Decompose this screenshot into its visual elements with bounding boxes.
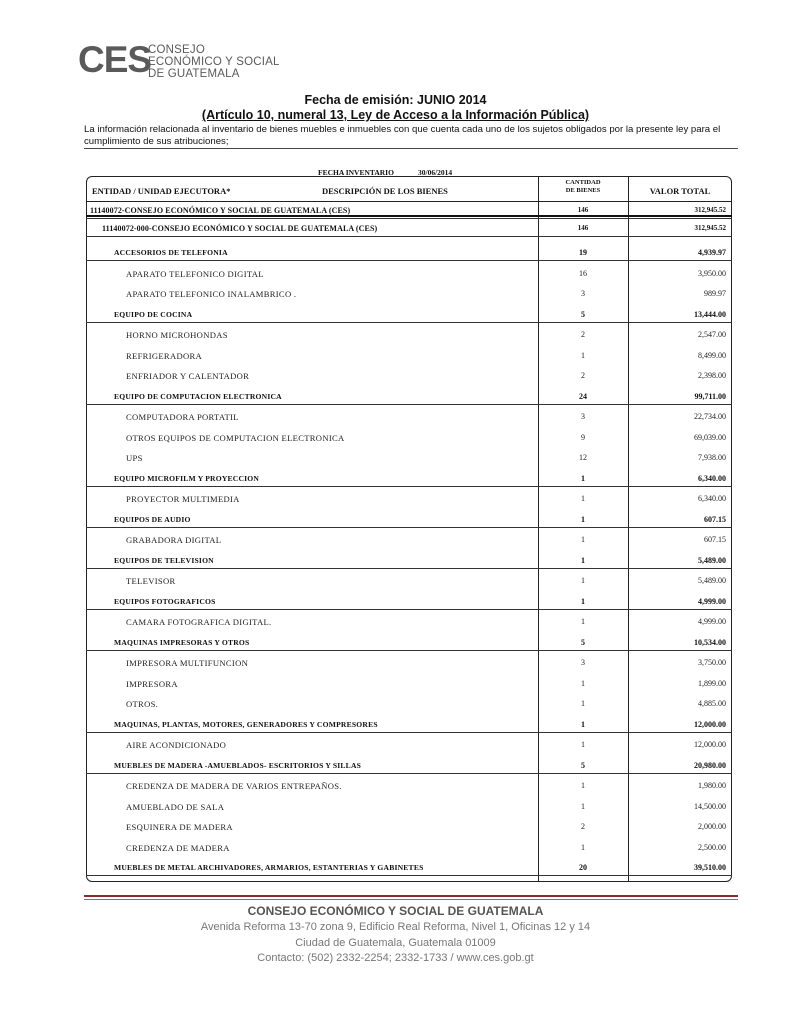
row-divider	[86, 527, 732, 528]
category-row	[86, 720, 732, 732]
row-description: MUEBLES DE METAL ARCHIVADORES, ARMARIOS, ESTANTERIAS Y GABINETES	[114, 863, 424, 872]
row-value: 6,340.00	[698, 494, 726, 503]
row-divider	[86, 773, 732, 774]
row-description: ESQUINERA DE MADERA	[126, 822, 233, 832]
row-value: 22,734.00	[694, 412, 726, 421]
column-header-total: VALOR TOTAL	[649, 186, 711, 196]
footer-address: Avenida Reforma 13-70 zona 9, Edificio Real Reforma, Nivel 1, Oficinas 12 y 14	[200, 921, 591, 933]
row-value: 4,939.97	[698, 248, 726, 257]
row-quantity: 2	[581, 330, 585, 339]
row-divider	[86, 322, 732, 323]
row-quantity: 1	[581, 535, 585, 544]
row-value: 5,489.00	[698, 555, 726, 565]
row-value: 7,938.00	[698, 453, 726, 462]
row-divider	[86, 650, 732, 651]
row-description: MAQUINAS IMPRESORAS Y OTROS	[114, 637, 250, 647]
entity-row	[86, 206, 732, 218]
entity-row	[86, 224, 732, 236]
inventory-date-value: 30/06/2014	[418, 168, 453, 177]
row-quantity: 5	[581, 760, 585, 770]
table-row	[86, 289, 732, 301]
row-value: 4,999.00	[698, 617, 726, 626]
row-value: 2,000.00	[698, 822, 726, 831]
row-value: 3,950.00	[698, 268, 726, 278]
row-quantity: 2	[581, 371, 585, 380]
row-description: EQUIPO DE COMPUTACION ELECTRONICA	[114, 391, 282, 401]
row-description: HORNO MICROHONDAS	[126, 330, 228, 340]
row-description: TELEVISOR	[126, 576, 176, 586]
row-quantity: 3	[581, 289, 585, 298]
row-value: 69,039.00	[694, 432, 726, 442]
row-description: EQUIPOS DE TELEVISION	[114, 555, 214, 565]
row-description: 11140072-CONSEJO ECONÓMICO Y SOCIAL DE GUATEMALA (CES)	[90, 206, 351, 215]
row-quantity: 16	[579, 268, 587, 278]
category-row	[86, 597, 732, 609]
row-value: 99,711.00	[694, 391, 726, 401]
table-row	[86, 617, 732, 629]
row-value: 989.97	[704, 289, 726, 298]
category-row	[86, 310, 732, 322]
row-quantity: 5	[581, 637, 585, 647]
row-value: 8,499.00	[698, 350, 726, 360]
row-description: IMPRESORA	[126, 678, 178, 689]
category-row	[86, 515, 732, 527]
row-quantity: 146	[577, 224, 589, 232]
row-value: 10,534.00	[694, 637, 726, 647]
row-description: MAQUINAS, PLANTAS, MOTORES, GENERADORES Y COMPRESORES	[114, 719, 378, 729]
inventory-date-label: FECHA INVENTARIO	[318, 168, 394, 177]
category-row	[86, 474, 732, 486]
row-value: 2,547.00	[698, 330, 726, 339]
row-description: REFRIGERADORA	[126, 350, 202, 361]
table-row	[86, 412, 732, 424]
row-quantity: 20	[579, 863, 587, 872]
row-value: 2,398.00	[698, 371, 726, 380]
header-divider	[86, 201, 732, 202]
column-divider-total	[628, 176, 629, 882]
inventory-table	[86, 176, 732, 882]
row-quantity: 3	[581, 412, 585, 421]
row-description: COMPUTADORA PORTATIL	[126, 412, 239, 422]
row-quantity: 12	[579, 453, 587, 462]
row-description: EQUIPOS DE AUDIO	[114, 514, 191, 524]
row-divider	[86, 568, 732, 569]
row-description: CAMARA FOTOGRAFICA DIGITAL.	[126, 617, 272, 627]
table-row	[86, 371, 732, 383]
logo-mark: CES	[78, 39, 152, 80]
row-value: 1,980.00	[698, 781, 726, 790]
row-description: 11140072-000-CONSEJO ECONÓMICO Y SOCIAL DE GUATEMALA (CES)	[102, 224, 378, 233]
logo-line-2: ECONÓMICO Y SOCIAL	[148, 56, 280, 68]
intro-paragraph: La información relacionada al inventario de bienes muebles e inmuebles con que cuenta cada uno de los sujetos obligados por la presente ley para el cumplimiento de sus atribuciones;	[84, 124, 721, 147]
table-row	[86, 576, 732, 588]
row-quantity: 1	[581, 473, 585, 483]
column-header-quantity-line2: DE BIENES	[565, 187, 601, 194]
row-quantity: 9	[581, 432, 585, 442]
row-value: 20,980.00	[694, 760, 726, 770]
row-quantity: 1	[581, 555, 585, 565]
row-quantity: 146	[577, 206, 589, 214]
row-description: CREDENZA DE MADERA	[126, 842, 230, 853]
row-description: APARATO TELEFONICO DIGITAL	[126, 268, 264, 279]
row-quantity: 1	[581, 781, 585, 790]
row-description: GRABADORA DIGITAL	[126, 535, 222, 545]
document-title: Fecha de emisión: JUNIO 2014	[304, 93, 487, 107]
row-description: CREDENZA DE MADERA DE VARIOS ENTREPAÑOS.	[126, 781, 342, 791]
row-value: 6,340.00	[698, 473, 726, 483]
column-header-quantity	[540, 179, 626, 195]
table-row	[86, 822, 732, 834]
row-divider	[86, 875, 732, 876]
row-divider	[86, 732, 732, 733]
row-description: AIRE ACONDICIONADO	[126, 740, 227, 750]
category-row	[86, 863, 732, 875]
row-value: 12,000.00	[694, 719, 726, 729]
row-value: 4,885.00	[698, 699, 726, 708]
table-row	[86, 494, 732, 506]
table-row	[86, 351, 732, 363]
category-row	[86, 761, 732, 773]
row-value: 13,444.00	[694, 309, 726, 319]
row-description: IMPRESORA MULTIFUNCION	[126, 658, 249, 668]
table-row	[86, 781, 732, 793]
row-description: UPS	[126, 453, 143, 463]
row-quantity: 1	[581, 801, 585, 811]
row-value: 12,000.00	[694, 740, 726, 749]
table-row	[86, 699, 732, 711]
column-header-quantity-line1: CANTIDAD	[565, 179, 601, 186]
table-row	[86, 433, 732, 445]
row-quantity: 19	[579, 248, 587, 257]
row-value: 3,750.00	[698, 658, 726, 667]
row-description: MUEBLES DE MADERA -AMUEBLADOS- ESCRITORIOS Y SILLAS	[114, 760, 362, 770]
row-divider	[86, 486, 732, 487]
row-divider	[86, 404, 732, 405]
row-quantity: 1	[581, 617, 585, 626]
row-description: OTROS.	[126, 699, 159, 709]
row-description: APARATO TELEFONICO INALAMBRICO .	[126, 289, 297, 299]
table-row	[86, 658, 732, 670]
category-row	[86, 556, 732, 568]
row-value: 312,945.52	[694, 224, 726, 232]
row-quantity: 1	[581, 699, 585, 708]
category-row	[86, 638, 732, 650]
document-subtitle: (Artículo 10, numeral 13, Ley de Acceso a la Información Pública)	[201, 108, 590, 122]
row-value: 39,510.00	[694, 863, 726, 872]
row-description: EQUIPOS FOTOGRAFICOS	[114, 596, 216, 606]
table-row	[86, 269, 732, 281]
row-value: 312,945.52	[694, 206, 726, 214]
row-quantity: 1	[581, 842, 585, 852]
row-quantity: 1	[581, 678, 585, 688]
row-quantity: 1	[581, 350, 585, 360]
column-header-entity: ENTIDAD / UNIDAD EJECUTORA*	[92, 186, 231, 196]
row-quantity: 1	[581, 494, 585, 503]
category-row	[86, 392, 732, 404]
row-value: 14,500.00	[694, 801, 726, 811]
row-divider	[86, 236, 732, 237]
table-row	[86, 330, 732, 342]
row-quantity: 5	[581, 309, 585, 319]
table-row	[86, 453, 732, 465]
row-description: EQUIPO DE COCINA	[114, 309, 193, 319]
row-value: 5,489.00	[698, 576, 726, 585]
row-quantity: 1	[581, 576, 585, 585]
row-value: 607.15	[704, 514, 726, 524]
footer-city: Ciudad de Guatemala, Guatemala 01009	[295, 937, 496, 949]
row-quantity: 1	[581, 719, 585, 729]
row-divider	[86, 609, 732, 610]
row-description: OTROS EQUIPOS DE COMPUTACION ELECTRONICA	[126, 432, 345, 443]
row-quantity: 1	[581, 514, 585, 524]
logo-line-3: DE GUATEMALA	[148, 68, 240, 80]
row-description: ENFRIADOR Y CALENTADOR	[126, 371, 250, 381]
row-value: 1,899.00	[698, 678, 726, 688]
row-quantity: 1	[581, 596, 585, 606]
table-row	[86, 802, 732, 814]
row-value: 607.15	[704, 535, 726, 544]
footer-contact: Contacto: (502) 2332-2254; 2332-1733 / www.ces.gob.gt	[257, 952, 534, 964]
table-row	[86, 535, 732, 547]
row-quantity: 1	[581, 740, 585, 749]
row-description: EQUIPO MICROFILM Y PROYECCION	[114, 473, 260, 483]
footer-rule-gray	[84, 899, 738, 900]
row-divider	[86, 260, 732, 261]
row-divider	[86, 218, 732, 219]
row-quantity: 24	[579, 391, 587, 401]
footer-rule-red	[84, 895, 738, 897]
footer-org-name: CONSEJO ECONÓMICO Y SOCIAL DE GUATEMALA	[247, 904, 544, 918]
row-value: 2,500.00	[698, 842, 726, 852]
intro-divider	[84, 148, 738, 149]
column-header-description: DESCRIPCIÓN DE LOS BIENES	[322, 186, 448, 196]
logo-line-1: CONSEJO	[148, 44, 205, 56]
column-divider-quantity	[538, 176, 539, 882]
ces-logo	[78, 40, 318, 80]
table-row	[86, 740, 732, 752]
row-description: PROYECTOR MULTIMEDIA	[126, 494, 240, 504]
category-row	[86, 248, 732, 260]
row-value: 4,999.00	[698, 596, 726, 606]
row-description: AMUEBLADO DE SALA	[126, 801, 225, 812]
table-row	[86, 843, 732, 855]
row-quantity: 2	[581, 822, 585, 831]
row-description: ACCESORIOS DE TELEFONIA	[114, 248, 228, 257]
row-quantity: 3	[581, 658, 585, 667]
table-row	[86, 679, 732, 691]
